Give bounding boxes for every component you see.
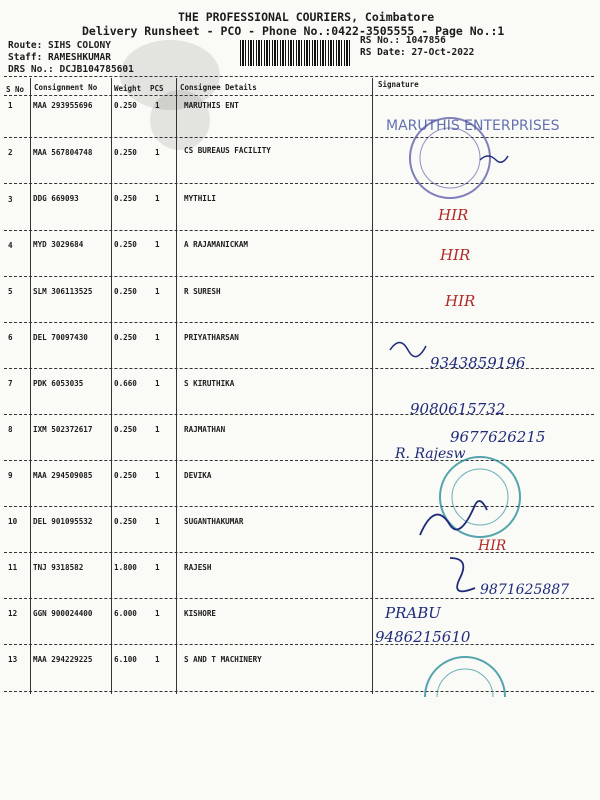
row-consignment: MAA 293955696	[33, 101, 93, 110]
header-bottom-rule	[4, 95, 594, 96]
row-pcs: 1	[155, 471, 160, 480]
signature-scribble	[440, 548, 500, 598]
route-label: Route: SIHS COLONY	[8, 40, 111, 51]
row-sno: 10	[8, 517, 18, 526]
handwriting-hir: HIR	[445, 292, 476, 310]
row-weight: 1.800	[114, 563, 137, 572]
handwriting-name: R. Rajesw	[395, 446, 466, 462]
row-weight: 0.250	[114, 425, 137, 434]
row-consignee: S KIRUTHIKA	[184, 379, 235, 388]
signature-scribble	[385, 330, 445, 360]
signature-scribble	[415, 495, 495, 545]
row-weight: 6.100	[114, 655, 137, 664]
row-sno: 7	[8, 379, 13, 388]
row-sno: 9	[8, 471, 13, 480]
runsheet-title: Delivery Runsheet - PCO - Phone No.:0422-3505555 - Page No.:1	[82, 24, 505, 38]
row-pcs: 1	[155, 517, 160, 526]
rs-number: RS No.: 1047856	[360, 35, 446, 46]
row-weight: 0.250	[114, 517, 137, 526]
row-weight: 0.250	[114, 148, 137, 157]
drs-number: DRS No.: DCJB104785601	[8, 64, 134, 75]
row-pcs: 1	[155, 609, 160, 618]
col-divider	[111, 78, 112, 694]
row-consignee: R SURESH	[184, 287, 221, 296]
row-weight: 0.250	[114, 287, 137, 296]
col-weight: Weight	[114, 84, 142, 93]
row-consignment: MYD 3029684	[33, 240, 84, 249]
handwriting-hir: HIR	[438, 206, 469, 224]
row-consignee: RAJESH	[184, 563, 212, 572]
company-title: THE PROFESSIONAL COURIERS, Coimbatore	[178, 10, 435, 24]
row-consignment: IXM 502372617	[33, 425, 93, 434]
row-divider	[4, 276, 594, 277]
rs-date: RS Date: 27-Oct-2022	[360, 47, 475, 58]
row-weight: 0.250	[114, 240, 137, 249]
smudge	[150, 90, 210, 150]
header-top-rule	[4, 76, 594, 77]
row-consignee: MYTHILI	[184, 194, 217, 203]
row-consignee: MARUTHIS ENT	[184, 101, 239, 110]
row-pcs: 1	[155, 194, 160, 203]
row-consignee: PRIYATHARSAN	[184, 333, 239, 342]
handwriting-phone: 9677626215	[450, 428, 546, 446]
row-weight: 6.000	[114, 609, 137, 618]
row-sno: 11	[8, 563, 18, 572]
row-sno: 1	[8, 101, 13, 110]
row-pcs: 1	[155, 148, 160, 157]
col-divider	[372, 78, 373, 694]
row-pcs: 1	[155, 333, 160, 342]
row-consignee: CS BUREAUS FACILITY	[184, 146, 271, 155]
col-divider	[176, 78, 177, 694]
col-signature: Signature	[378, 80, 419, 89]
row-sno: 6	[8, 333, 13, 342]
row-consignee: KISHORE	[184, 609, 217, 618]
handwriting-hir: HIR	[478, 538, 507, 554]
row-consignment: MAA 294509085	[33, 471, 93, 480]
row-sno: 5	[8, 287, 13, 296]
row-divider	[4, 598, 594, 599]
row-pcs: 1	[155, 655, 160, 664]
row-consignee: RAJMATHAN	[184, 425, 226, 434]
row-divider	[4, 230, 594, 231]
row-consignee: SUGANTHAKUMAR	[184, 517, 244, 526]
handwriting-hir: HIR	[440, 246, 471, 264]
row-weight: 0.660	[114, 379, 137, 388]
row-sno: 3	[8, 195, 13, 204]
col-sno: S No	[6, 85, 25, 94]
row-consignment: TNJ 9318582	[33, 563, 84, 572]
row-weight: 0.250	[114, 101, 137, 110]
row-consignment: DEL 901095532	[33, 517, 93, 526]
row-consignment: DDG 669093	[33, 194, 79, 203]
row-sno: 12	[8, 609, 18, 618]
row-divider	[4, 322, 594, 323]
round-stamp	[420, 642, 510, 702]
col-consignee: Consignee Details	[180, 83, 257, 92]
col-pcs: PCS	[150, 84, 164, 93]
company-stamp	[380, 100, 580, 205]
barcode	[240, 40, 352, 66]
row-pcs: 1	[155, 101, 160, 110]
row-weight: 0.250	[114, 194, 137, 203]
row-divider	[4, 414, 594, 415]
row-consignee: A RAJAMANICKAM	[184, 240, 249, 249]
row-consignment: DEL 70097430	[33, 333, 88, 342]
row-pcs: 1	[155, 425, 160, 434]
handwriting-name: PRABU	[385, 604, 441, 622]
row-pcs: 1	[155, 287, 160, 296]
row-sno: 2	[8, 148, 13, 157]
row-sno: 13	[8, 655, 18, 664]
row-consignee: DEVIKA	[184, 471, 212, 480]
row-weight: 0.250	[114, 471, 137, 480]
row-consignee: S AND T MACHINERY	[184, 655, 262, 664]
col-consignment: Consignment No	[34, 83, 98, 92]
row-pcs: 1	[155, 379, 160, 388]
row-pcs: 1	[155, 240, 160, 249]
row-consignment: PDK 6053035	[33, 379, 84, 388]
row-consignment: GGN 900024400	[33, 609, 93, 618]
row-sno: 8	[8, 425, 13, 434]
handwriting-phone: 9486215610	[375, 628, 471, 646]
row-sno: 4	[8, 241, 13, 250]
row-consignment: MAA 567804748	[33, 148, 93, 157]
row-weight: 0.250	[114, 333, 137, 342]
handwriting-phone: 9871625887	[480, 582, 570, 598]
row-consignment: MAA 294229225	[33, 655, 93, 664]
col-divider	[30, 78, 31, 694]
handwriting-phone: 9080615732	[410, 400, 506, 418]
handwriting-phone: 9343859196	[430, 354, 526, 372]
stamp-text: MARUTHIS ENTERPRISES	[386, 118, 560, 134]
row-consignment: SLM 306113525	[33, 287, 93, 296]
row-pcs: 1	[155, 563, 160, 572]
staff-label: Staff: RAMESHKUMAR	[8, 52, 111, 63]
